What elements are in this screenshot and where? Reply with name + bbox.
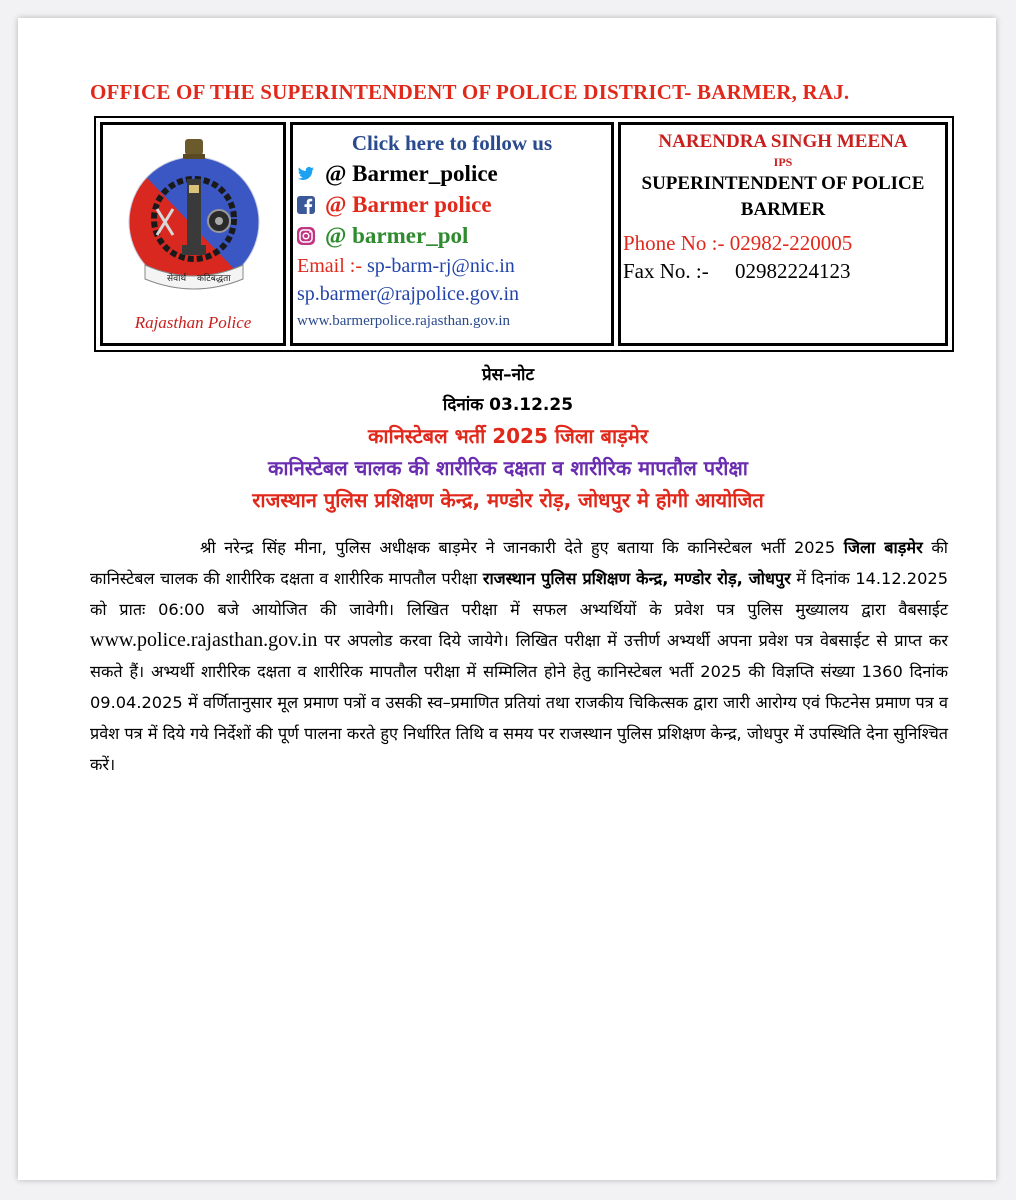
email-row (297, 255, 515, 278)
body-bold-district: जिला बाड़मेर (843, 538, 923, 557)
rajasthan-police-emblem (127, 137, 261, 297)
instagram-icon (297, 227, 315, 245)
motto-left: सेवार्थ (167, 274, 187, 284)
logo-box (100, 122, 286, 346)
officer-box (618, 122, 948, 346)
body-part-2: की कानिस्टेबल चालक की शारीरिक दक्षता व शारीरिक मापतौल परीक्षा (90, 538, 948, 588)
twitter-icon (297, 165, 315, 183)
email-link-1[interactable]: sp-barm-rj@nic.in (366, 255, 515, 277)
instagram-handle: @ barmer_pol (325, 223, 469, 248)
instagram-row[interactable] (297, 223, 468, 249)
follow-link[interactable]: Click here to follow us (351, 131, 553, 155)
email-link-2[interactable]: sp.barmer@rajpolice.gov.in (297, 283, 520, 305)
body-part-4: पर अपलोड करवा दिये जायेगे। लिखित परीक्षा में उत्तीर्ण अभ्यर्थी अपना प्रवेश पत्र वेबसाईट से प्राप्त कर सकते हैं। अभ्यर्थी शारीरिक दक्षता व शारीरिक मापतौल परीक्षा में सम्मिलित होने हेतु कानिस्टेबल भर्ती 2025 की विज्ञप्ति संख्या 1360 दिनांक 09.04.2025 में वर्णितानुसार मूल प्रमाण पत्रों व उसकी स्व–प्रमाणित प्रतियां तथा राजकीय चिकित्सक द्वारा जारी आरोग्य एवं फिटनेस प्रमाण पत्र व प्रवेश पत्र में दिये गये निर्देशों की पूर्ण पालना करते हुए निर्धारित तिथि व समय पर राजस्थान पुलिस प्रशिक्षण केन्द्र, जोधपुर में उपस्थिति देना सुनिश्चित करें। (90, 631, 948, 774)
heading-recruitment: कानिस्टेबल भर्ती 2025 जिला बाड़मेर (367, 424, 648, 448)
logo-caption: Rajasthan Police (134, 313, 252, 332)
note-date: दिनांक 03.12.25 (442, 395, 574, 415)
officer-city: BARMER (740, 199, 826, 220)
social-box (290, 122, 614, 346)
body-website-link[interactable]: www.police.rajasthan.gov.in (90, 629, 318, 651)
body-part-1: श्री नरेन्द्र सिंह मीना, पुलिस अधीक्षक बाड़मेर ने जानकारी देते हुए बताया कि कानिस्टेबल भर्ती 2025 (200, 538, 844, 557)
twitter-row[interactable] (297, 161, 498, 187)
fax-number: Fax No. :- 02982224123 (623, 259, 851, 283)
press-note-label: प्रेस–नोट (481, 365, 535, 385)
body-part-3: में दिनांक 14.12.2025 को प्रातः 06:00 बजे आयोजित की जावेगी। लिखित परीक्षा में सफल अभ्यर्थियों के प्रवेश पत्र पुलिस मुख्यालय द्वारा वैबसाईट (90, 569, 948, 619)
office-title: OFFICE OF THE SUPERINTENDENT OF POLICE DISTRICT- BARMER, RAJ. (90, 80, 850, 104)
body-bold-venue: राजस्थान पुलिस प्रशिक्षण केन्द्र, मण्डोर रोड़, जोधपुर (482, 569, 791, 588)
facebook-row[interactable] (297, 192, 492, 218)
facebook-icon (297, 196, 315, 214)
press-note-body (90, 532, 948, 780)
heading-exam: कानिस्टेबल चालक की शारीरिक दक्षता व शारीरिक मापतौल परीक्षा (268, 456, 748, 480)
email-label: Email :- (297, 255, 362, 277)
officer-title: SUPERINTENDENT OF POLICE (641, 173, 925, 194)
website-link[interactable]: www.barmerpolice.rajasthan.gov.in (297, 313, 510, 329)
motto-right: कटिबद्धता (197, 274, 231, 284)
facebook-handle: @ Barmer police (325, 192, 492, 217)
phone-number[interactable]: Phone No :- 02982-220005 (623, 231, 853, 255)
heading-venue: राजस्थान पुलिस प्रशिक्षण केन्द्र, मण्डोर रोड़, जोधपुर मे होगी आयोजित (252, 488, 764, 512)
officer-name: NARENDRA SINGH MEENA (658, 131, 908, 152)
officer-service: IPS (773, 155, 793, 169)
letterhead (94, 116, 954, 352)
twitter-handle: @ Barmer_police (325, 161, 498, 186)
